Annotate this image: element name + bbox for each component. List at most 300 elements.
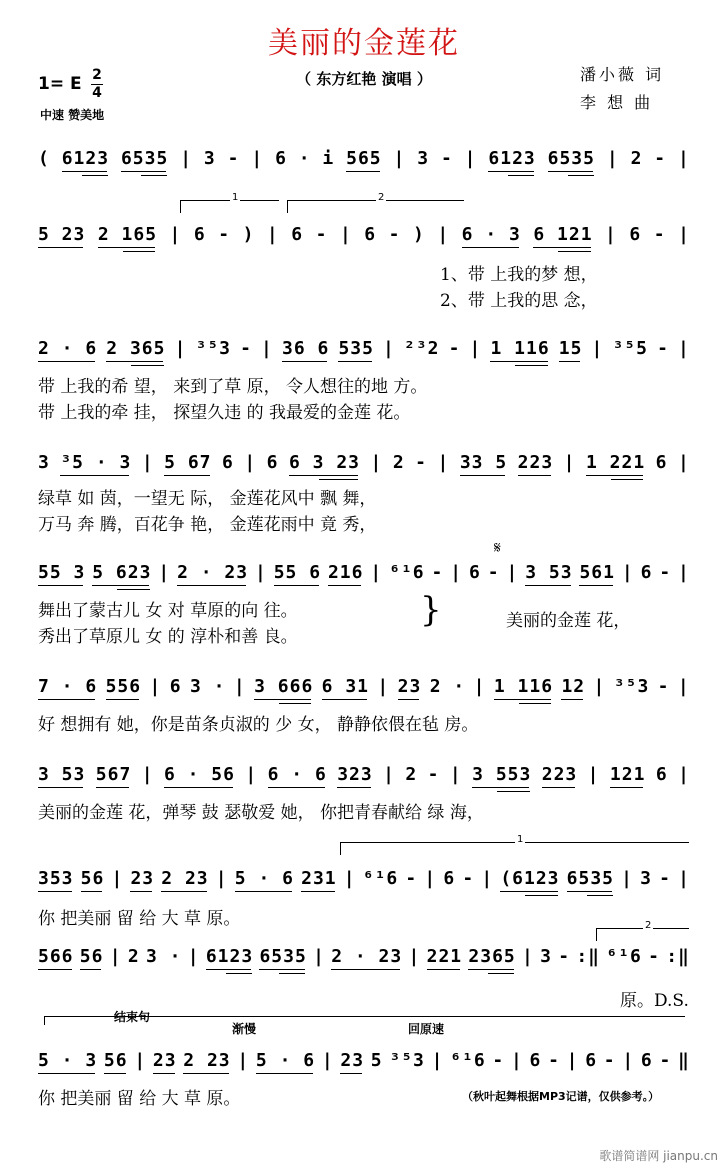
note-group: 6123 — [205, 945, 254, 967]
beam-line — [121, 171, 166, 172]
note-group: - — [558, 945, 571, 967]
beam-line — [579, 585, 613, 586]
volta-number-2: 2 — [378, 192, 385, 203]
beam-line — [488, 973, 514, 974]
lyric-row5-verse1: 舞出了蒙古儿 女 对 草原的向 往。 — [38, 601, 298, 621]
barline: | — [111, 867, 124, 889]
note-group: 3 — [38, 451, 50, 473]
note-group: 6 — [266, 451, 279, 473]
note-group: - — [657, 337, 669, 359]
barline: | — [261, 337, 273, 359]
barline: | — [134, 1049, 147, 1071]
note-group: - — [405, 867, 418, 889]
note-group: - — [648, 945, 660, 967]
beam-line — [254, 699, 311, 700]
barline: | — [244, 451, 257, 473]
time-bottom: 4 — [92, 85, 102, 101]
note-group: ³⁵3 — [613, 675, 650, 697]
volta-number-row9: 2 — [645, 920, 652, 931]
note-group: - — [659, 1049, 672, 1071]
beam-line — [268, 787, 325, 788]
volta-bracket-1 — [180, 192, 279, 213]
note-group: 6 — [585, 1049, 598, 1071]
note-group: - — [462, 867, 475, 889]
beam-line — [131, 365, 164, 366]
beam-line — [586, 475, 643, 476]
note-group: 1 221 — [586, 451, 646, 473]
note-group: 223 — [517, 451, 554, 473]
volta-bracket-row9 — [596, 920, 689, 941]
barline: | — [187, 945, 200, 967]
barline: | — [566, 1049, 579, 1071]
note-group: 2 — [630, 147, 643, 169]
barline: | — [678, 561, 690, 583]
barline: | — [343, 867, 356, 889]
beam-line — [274, 585, 319, 586]
notation-row7 — [38, 762, 690, 786]
note-group: 6 3 23 — [289, 451, 361, 473]
note-group: 33 5 — [459, 451, 508, 473]
note-group: 6 — [655, 451, 668, 473]
note-group: - — [227, 147, 240, 169]
lyric-row7: 美丽的金莲 花，弹琴 鼓 瑟敬爱 她， 你把青春献给 绿 海， — [38, 803, 484, 823]
barline: | — [606, 147, 619, 169]
beam-line — [338, 361, 372, 362]
note-group: - — [603, 1049, 616, 1071]
note-group: ) — [412, 223, 425, 245]
note-group: 56 — [80, 867, 105, 889]
barline: | — [437, 223, 450, 245]
note-group: 23 — [130, 867, 155, 889]
barline: | — [605, 223, 617, 245]
notation-row4 — [38, 450, 690, 474]
note-group: ³⁵3 — [195, 337, 232, 359]
volta-number-row8: 1 — [517, 834, 524, 845]
beam-line — [106, 361, 163, 362]
beam-line — [60, 475, 129, 476]
barline: | — [469, 337, 482, 359]
note-group: 3 53 — [525, 561, 573, 583]
note-group: 567 — [95, 763, 132, 785]
note-group: ⁶¹6 — [450, 1049, 486, 1071]
note-group: - — [659, 561, 672, 583]
barline: | — [522, 945, 534, 967]
lyric-row8: 你 把美丽 留 给 大 草 原。 — [38, 909, 241, 929]
barline: | — [254, 561, 267, 583]
barline: | — [678, 223, 690, 245]
note-group: 56 — [79, 945, 104, 967]
beam-line — [164, 787, 233, 788]
beam-line — [38, 1073, 95, 1074]
beam-line — [279, 973, 305, 974]
barline: | — [313, 945, 325, 967]
note-group: 5 · 6 — [255, 1049, 316, 1071]
barline: | — [408, 945, 421, 967]
volta-bracket-2 — [287, 192, 464, 213]
note-group: 2 365 — [106, 337, 166, 359]
barline: | — [563, 451, 576, 473]
barline: | — [622, 1049, 635, 1071]
note-group: - — [431, 561, 444, 583]
beam-line — [611, 479, 644, 480]
beam-line — [567, 891, 612, 892]
note-group: 6 · 3 — [461, 223, 521, 245]
note-group: ³⁵3 — [389, 1049, 425, 1071]
note-group: 2 · 23 — [177, 561, 249, 583]
beam-line — [117, 589, 150, 590]
note-group: 221 — [426, 945, 463, 967]
beam-line — [494, 699, 551, 700]
lyric-row9-right: 原。D.S. — [620, 991, 689, 1011]
page-title: 美丽的金莲花 — [268, 26, 460, 61]
barline: | — [506, 561, 519, 583]
note-group: - — [315, 223, 328, 245]
beam-line — [427, 969, 461, 970]
barline: | — [464, 147, 477, 169]
note-group: 3 666 — [254, 675, 314, 697]
note-group: 6 — [629, 223, 642, 245]
note-group: - — [659, 867, 671, 889]
note-group: 3 — [540, 945, 552, 967]
lyric-row5-verse2: 秀出了草原儿 女 的 淳朴和善 良。 — [38, 627, 298, 647]
beam-line — [141, 175, 167, 176]
beam-line — [610, 787, 644, 788]
beam-line — [561, 699, 583, 700]
beam-line — [460, 475, 505, 476]
barline: | — [393, 147, 406, 169]
note-group: 2 — [127, 945, 140, 967]
note-group: 1 116 — [493, 675, 554, 697]
beam-line — [515, 365, 548, 366]
beam-line — [346, 171, 380, 172]
beam-line — [289, 475, 358, 476]
tempo-marking: 中速 赞美地 — [40, 108, 105, 122]
note-group: 3 — [417, 147, 430, 169]
barline: | — [370, 451, 383, 473]
barline: | — [321, 1049, 334, 1071]
beam-line — [558, 251, 591, 252]
note-group: 2 — [405, 763, 418, 785]
beam-line — [130, 891, 152, 892]
barline: | — [587, 763, 600, 785]
note-group: 6 — [193, 223, 206, 245]
barline: | — [591, 337, 604, 359]
note-group: 5 — [370, 1049, 383, 1071]
barline: | — [621, 867, 633, 889]
beam-line — [331, 969, 400, 970]
note-group: ³5 · 3 — [60, 451, 132, 473]
note-group: 6 · 56 — [163, 763, 235, 785]
barline: | — [109, 945, 122, 967]
notation-row6 — [38, 674, 690, 698]
barline: | — [339, 223, 352, 245]
performer-subtitle: （ 东方红艳 演唱 ） — [296, 70, 432, 88]
barline: | — [158, 561, 171, 583]
note-group: 6 — [640, 1049, 653, 1071]
barline: | — [383, 337, 395, 359]
note-group: 1 116 — [490, 337, 550, 359]
note-group: 6535 — [547, 147, 595, 169]
transcription-note: （秋叶起舞根据MP3记谱，仅供参考。） — [462, 1090, 660, 1103]
key-signature: 1= E — [38, 74, 82, 94]
beam-line — [462, 247, 519, 248]
note-group: 353 — [38, 867, 74, 889]
beam-line — [38, 969, 72, 970]
note-group: 2 23 — [183, 1049, 231, 1071]
lyric-row2-verse1: 1、带 上我的梦 想， — [440, 265, 598, 285]
beam-line — [328, 585, 362, 586]
note-group: 2365 — [468, 945, 516, 967]
beam-line — [153, 1073, 175, 1074]
note-group: - — [440, 147, 453, 169]
beam-line — [183, 1073, 228, 1074]
beam-line — [38, 699, 95, 700]
note-group: 565 — [346, 147, 382, 169]
barline: | — [180, 147, 193, 169]
site-watermark: 歌谱简谱网 jianpu.cn — [599, 1149, 718, 1163]
note-group: ⁶¹6 — [389, 561, 425, 583]
note-group: 6 121 — [533, 223, 593, 245]
note-group: 216 — [327, 561, 364, 583]
lyric-row4-verse2: 万马 奔 腾，百花争 艳， 金莲花雨中 竟 秀， — [38, 515, 377, 535]
note-group: 3 · — [189, 675, 226, 697]
barline: | — [266, 223, 279, 245]
note-group: ) — [242, 223, 255, 245]
beam-line — [282, 361, 327, 362]
note-group: 223 — [541, 763, 578, 785]
beam-line — [104, 1073, 126, 1074]
beam-line — [38, 787, 83, 788]
note-group: 6 — [169, 675, 182, 697]
beam-line — [38, 585, 83, 586]
time-signature — [91, 68, 103, 101]
lyric-row10: 你 把美丽 留 给 大 草 原。 — [38, 1089, 241, 1109]
beam-line — [559, 361, 581, 362]
beam-line — [98, 247, 155, 248]
note-group: 5 · 6 — [234, 867, 294, 889]
beam-line — [519, 703, 552, 704]
note-group: ²³2 — [403, 337, 440, 359]
lyric-row5-right: 美丽的金莲 花， — [506, 611, 631, 631]
barline: :‖ — [576, 945, 601, 967]
note-group: 15 — [558, 337, 583, 359]
barline: | — [677, 675, 690, 697]
note-group: 6 31 — [321, 675, 370, 697]
lyric-row4-verse1: 绿草 如 茵，一望无 际， 金莲花风中 飘 舞， — [38, 489, 377, 509]
note-group: 5 · 3 — [38, 1049, 98, 1071]
note-group: 2 23 — [161, 867, 209, 889]
beam-line — [82, 175, 108, 176]
beam-line — [106, 699, 140, 700]
note-group: 6 — [655, 763, 668, 785]
notation-row8 — [38, 866, 690, 890]
note-group: 5 23 — [38, 223, 86, 245]
barline: | — [510, 1049, 523, 1071]
barline: | — [424, 867, 437, 889]
note-group: 6 — [443, 867, 456, 889]
barline: | — [678, 337, 690, 359]
note-group: 6535 — [566, 867, 615, 889]
beam-line — [38, 891, 72, 892]
note-group: 6 — [291, 223, 304, 245]
notation-row5 — [38, 560, 690, 584]
beam-line — [497, 791, 530, 792]
note-group: 6123 — [61, 147, 110, 169]
time-top: 2 — [92, 67, 102, 83]
note-group: 2 165 — [97, 223, 158, 245]
note-group: 3 553 — [472, 763, 532, 785]
barline: | — [149, 675, 162, 697]
beam-line — [206, 969, 251, 970]
beam-line — [322, 699, 367, 700]
beam-line — [525, 585, 570, 586]
note-group: 6 · i — [275, 147, 335, 169]
note-group: ³⁵5 — [612, 337, 648, 359]
note-group: 2 · 23 — [331, 945, 403, 967]
note-group: 561 — [579, 561, 615, 583]
beam-line — [301, 891, 335, 892]
note-group: 23 — [340, 1049, 365, 1071]
beam-line — [587, 895, 613, 896]
note-group: 2 · — [429, 675, 466, 697]
note-group: 3 — [203, 147, 216, 169]
note-group: 2 · 6 — [38, 337, 98, 359]
beam-line — [38, 361, 95, 362]
notation-row9 — [38, 944, 690, 968]
beam-line — [319, 479, 358, 480]
volta-number-1: 1 — [232, 192, 239, 203]
note-group: - — [654, 147, 667, 169]
lyric-row2-verse2: 2、带 上我的思 念， — [440, 291, 598, 311]
note-group: 6 — [640, 561, 653, 583]
barline: ‖ — [678, 1049, 690, 1071]
beam-line — [80, 969, 102, 970]
note-group: ⁶¹6 — [362, 867, 399, 889]
note-group: 6 · 6 — [267, 763, 327, 785]
note-group: ⁶¹6 — [606, 945, 642, 967]
segno-sign: 𝄋 — [494, 538, 501, 557]
beam-line — [488, 171, 533, 172]
note-group: 12 — [561, 675, 586, 697]
note-group: - — [657, 675, 670, 697]
beam-line — [500, 891, 557, 892]
beam-line — [525, 895, 558, 896]
lyric-row3-verse2: 带 上我的牵 挂， 探望久违 的 我最爱的金莲 花。 — [38, 403, 411, 423]
note-group: 6535 — [259, 945, 307, 967]
barline: | — [431, 1049, 444, 1071]
coda-slow-marking: 渐慢 — [232, 1022, 257, 1036]
note-group: (6123 — [500, 867, 560, 889]
beam-line — [279, 703, 312, 704]
beam-line — [123, 251, 156, 252]
note-group: 7 · 6 — [38, 675, 98, 697]
beam-line — [81, 891, 103, 892]
barline: | — [141, 763, 154, 785]
note-group: - — [487, 561, 500, 583]
coda-label: 结束句 — [114, 1010, 151, 1024]
note-group: - — [548, 1049, 560, 1071]
note-group: 6 — [529, 1049, 542, 1071]
composer-credit: 李 想 曲 — [580, 93, 654, 112]
note-group: 323 — [337, 763, 373, 785]
note-group: 56 — [103, 1049, 128, 1071]
notation-row1 — [38, 146, 690, 170]
barline: | — [449, 763, 462, 785]
beam-line — [542, 787, 576, 788]
barline: | — [251, 147, 264, 169]
barline: | — [678, 867, 690, 889]
note-group: 55 6 — [273, 561, 322, 583]
barline: | — [215, 867, 228, 889]
note-group: 23 — [397, 675, 422, 697]
barline: | — [245, 763, 258, 785]
notation-row3 — [38, 336, 690, 360]
barline: | — [621, 561, 634, 583]
lyric-row6: 好 想拥有 她，你是苗条贞淑的 少 女， 静静依偎在毡 房。 — [38, 715, 479, 735]
note-group: 121 — [609, 763, 646, 785]
beam-line — [38, 247, 83, 248]
barline: | — [437, 451, 450, 473]
beam-line — [548, 171, 593, 172]
barline: | — [370, 561, 383, 583]
beam-line — [161, 891, 206, 892]
lyric-row3-verse1: 带 上我的希 望， 来到了草 原， 令人想往的地 方。 — [38, 377, 428, 397]
note-group: 2 — [392, 451, 405, 473]
beam-line — [337, 787, 371, 788]
barline: | — [678, 763, 690, 785]
barline: :‖ — [666, 945, 690, 967]
note-group: 5 67 — [164, 451, 212, 473]
note-group: - — [415, 451, 428, 473]
note-group: - — [653, 223, 666, 245]
note-group: 55 3 — [38, 561, 86, 583]
barline: | — [383, 763, 395, 785]
beam-line — [226, 973, 252, 974]
barline: | — [678, 451, 690, 473]
note-group: - — [448, 337, 461, 359]
beam-line — [340, 1073, 362, 1074]
note-group: 3 53 — [38, 763, 86, 785]
note-group: - — [427, 763, 440, 785]
note-group: ( — [38, 147, 50, 169]
notation-row10 — [38, 1048, 690, 1072]
lyricist-credit: 潘小薇 词 — [580, 65, 665, 84]
lyric-brace: } — [420, 590, 442, 630]
beam-line — [533, 247, 590, 248]
beam-line — [235, 891, 292, 892]
barline: | — [237, 1049, 250, 1071]
note-group: 6535 — [120, 147, 169, 169]
beam-line — [568, 175, 594, 176]
beam-line — [62, 171, 107, 172]
beam-line — [256, 1073, 313, 1074]
beam-line — [92, 585, 149, 586]
note-group: 23 — [152, 1049, 177, 1071]
barline: | — [593, 675, 606, 697]
barline: | — [377, 675, 390, 697]
barline: | — [169, 223, 182, 245]
note-group: 6 — [364, 223, 377, 245]
note-group: 535 — [338, 337, 374, 359]
beam-line — [472, 787, 529, 788]
note-group: - — [218, 223, 231, 245]
coda-return-marking: 回原速 — [408, 1022, 445, 1036]
note-group: 556 — [105, 675, 142, 697]
beam-line — [490, 361, 547, 362]
note-group: 6123 — [488, 147, 536, 169]
beam-line — [398, 699, 420, 700]
note-group: - — [388, 223, 401, 245]
